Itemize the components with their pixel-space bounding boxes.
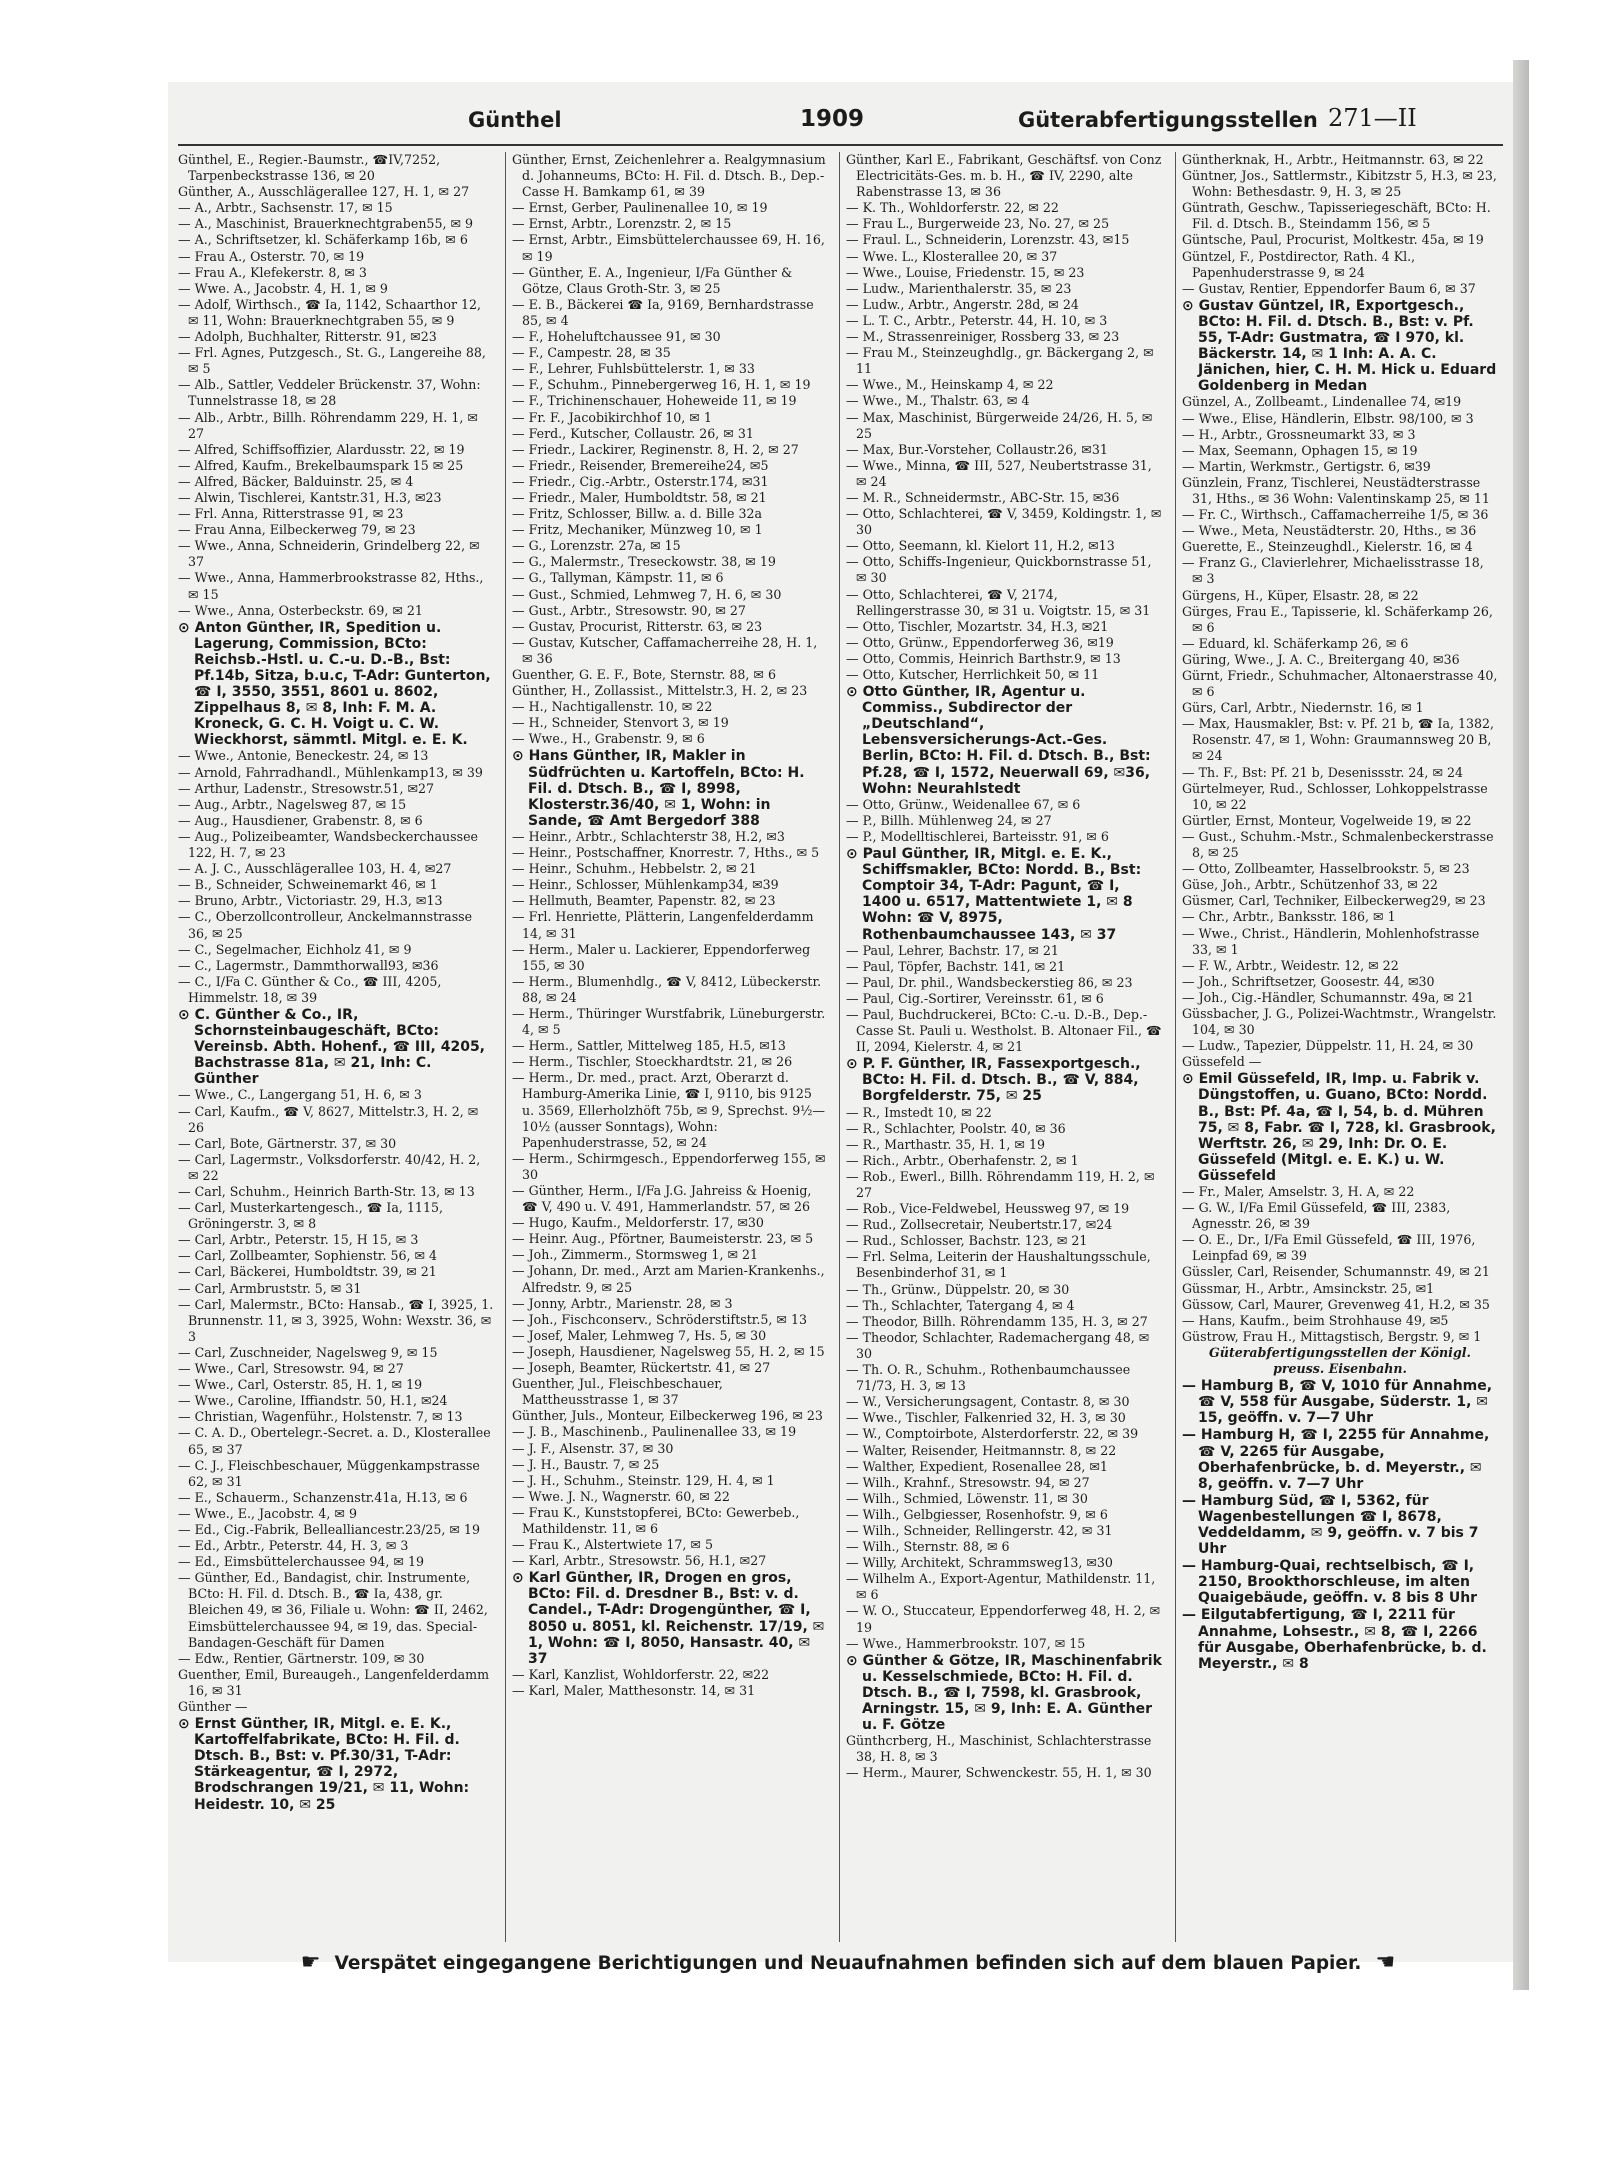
directory-entry: — Frau Anna, Eilbeckerweg 79, ✉ 23 xyxy=(178,522,416,538)
directory-entry: — Otto, Grünw., Weidenallee 67, ✉ 6 xyxy=(846,796,1081,812)
directory-entry: — Bruno, Arbtr., Victoriastr. 29, H.3, ✉13 xyxy=(178,893,443,909)
directory-entry: — Arthur, Ladenstr., Stresowstr.51, ✉27 xyxy=(178,780,435,796)
directory-entry: — P., Modelltischlerei, Barteisstr. 91, ✉ 6 xyxy=(846,828,1109,844)
directory-entry: — Hellmuth, Beamter, Papenstr. 82, ✉ 23 xyxy=(512,893,776,909)
directory-entry: — Aug., Arbtr., Nagelsweg 87, ✉ 15 xyxy=(178,796,407,812)
directory-entry: — Wilh., Schmied, Löwenstr. 11, ✉ 30 xyxy=(846,1490,1088,1506)
directory-entry: Güssbacher, J. G., Polizei-Wachtmstr., Wrangelstr. 104, ✉ 30 xyxy=(1182,1005,1497,1038)
directory-entry: — Alb., Arbtr., Billh. Röhrendamm 229, H. 1, ✉ 27 xyxy=(178,409,478,441)
directory-entry: Güntherknak, H., Arbtr., Heitmannstr. 63, ✉ 22 xyxy=(1182,152,1484,167)
directory-entry: — Paul, Buchdruckerei, BCto: C.-u. D.-B., Dep.-Casse St. Pauli u. Westholst. B. Altonaer Fil., ☎ II, 2094, Kielerstr. 4, ✉ 21 xyxy=(846,1006,1162,1055)
directory-entry: — Herm., Tischler, Stoeckhardtstr. 21, ✉ 26 xyxy=(512,1054,793,1070)
directory-entry: ⊙ Ernst Günther, IR, Mitgl. e. E. K., Kartoffelfabrikate, BCto: H. Fil. d. Dtsch. B., Bst: v. Pf.30/31, T-Adr: Stärkeagentur, ☎ I, 2972, Brodschrangen 19/21, ✉ 11, Wohn: Heidestr. 10, ✉ 25 xyxy=(178,1716,470,1813)
directory-entry: — J. H., Schuhm., Steinstr. 129, H. 4, ✉ 1 xyxy=(512,1472,775,1488)
directory-entry: Güstrow, Frau H., Mittagstisch, Bergstr. 9, ✉ 1 xyxy=(1182,1328,1482,1344)
directory-entry: ⊙ Hans Günther, IR, Makler in Südfrüchten u. Kartoffeln, BCto: H. Fil. d. Dtsch. B., ☎ I, 8998, Klosterstr.36/40, ✉ 1, Wohn: in Sande, ☎ Amt Bergedorf 388 xyxy=(512,748,805,829)
directory-entry: — J. H., Baustr. 7, ✉ 25 xyxy=(512,1456,660,1472)
directory-entry: — Joh., Zimmerm., Stormsweg 1, ✉ 21 xyxy=(512,1247,759,1263)
directory-entry: — Herm., Sattler, Mittelweg 185, H.5, ✉13 xyxy=(512,1038,786,1054)
directory-entry: Guenther, Jul., Fleischbeschauer, Mattheusstrasse 1, ✉ 37 xyxy=(512,1376,723,1408)
directory-entry: — Max, Seemann, Ophagen 15, ✉ 19 xyxy=(1182,442,1418,458)
directory-entry: Günzel, A., Zollbeamt., Lindenallee 74, ✉19 xyxy=(1182,394,1462,410)
directory-entry: ⊙ Emil Güssefeld, IR, Imp. u. Fabrik v. Düngstoffen, u. Guano, BCto: Nordd. B., Bst: Pf. 4a, ☎ I, 54, b. d. Mühren 75, ✉ 8, Fabr. ☎ I, 728, kl. Grasbrook, Werftstr. 26, ✉ 29, Inh: Dr. O. E. Güssefeld (Mitgl. e. E. K.) u. W. Güssefeld xyxy=(1182,1071,1496,1184)
directory-entry: — Fr. F., Jacobikirchhof 10, ✉ 1 xyxy=(512,409,712,425)
directory-entry: — Wilh., Schneider, Rellingerstr. 42, ✉ 31 xyxy=(846,1522,1113,1538)
directory-entry: — F., Lehrer, Fuhlsbüttelerstr. 1, ✉ 33 xyxy=(512,361,755,377)
directory-entry: — Gust., Arbtr., Stresowstr. 90, ✉ 27 xyxy=(512,602,746,618)
directory-entry: — Rich., Arbtr., Oberhafenstr. 2, ✉ 1 xyxy=(846,1152,1079,1168)
directory-entry: — Ed., Arbtr., Peterstr. 44, H. 3, ✉ 3 xyxy=(178,1538,409,1554)
directory-entry: — Carl, Zuschneider, Nagelsweg 9, ✉ 15 xyxy=(178,1344,438,1360)
section-heading: Güterabfertigungsstellen der Königl. preuss. Eisenbahn. xyxy=(1209,1344,1471,1377)
directory-entry: — Otto, Schiffs-Ingenieur, Quickbornstrasse 51, ✉ 30 xyxy=(846,554,1152,586)
directory-entry: — Willy, Architekt, Schrammsweg13, ✉30 xyxy=(846,1555,1113,1571)
directory-entry: Günther, A., Ausschlägerallee 127, H. 1, ✉ 27 xyxy=(178,184,470,200)
directory-entry: — Herm., Thüringer Wurstfabrik, Lüneburgerstr. 4, ✉ 5 xyxy=(512,1005,826,1038)
directory-entry: — Ferd., Kutscher, Collaustr. 26, ✉ 31 xyxy=(512,425,754,441)
directory-entry: — Wwe., Anna, Schneiderin, Grindelberg 22, ✉ 37 xyxy=(178,538,480,570)
directory-entry: — Wwe., H., Grabenstr. 9, ✉ 6 xyxy=(512,731,705,747)
directory-entry: — G., Lorenzstr. 27a, ✉ 15 xyxy=(512,538,681,554)
directory-entry: — Alfred, Schiffsoffizier, Alardusstr. 22, ✉ 19 xyxy=(178,441,465,457)
directory-entry: Güsmer, Carl, Techniker, Eilbeckerweg29, ✉ 23 xyxy=(1182,893,1486,909)
directory-entry: — J. B., Maschinenb., Paulinenallee 33, ✉ 19 xyxy=(512,1424,797,1440)
directory-entry: — Th., Grünw., Düppelstr. 20, ✉ 30 xyxy=(846,1281,1070,1297)
directory-entry: — Paul, Cig.-Sortirer, Vereinsstr. 61, ✉ 6 xyxy=(846,990,1104,1006)
directory-entry: — C., Segelmacher, Eichholz 41, ✉ 9 xyxy=(178,941,412,957)
column-1 xyxy=(178,152,494,1940)
directory-entry: — Wwe., M., Thalstr. 63, ✉ 4 xyxy=(846,393,1030,409)
directory-entry: Güntner, Jos., Sattlermstr., Kibitzstr 5, H.3, ✉ 23, Wohn: Bethesdastr. 9, H. 3, ✉ 25 xyxy=(1182,168,1497,200)
directory-entry: — Ernst, Arbtr., Lorenzstr. 2, ✉ 15 xyxy=(512,216,732,232)
directory-entry: — J. F., Alsenstr. 37, ✉ 30 xyxy=(512,1440,674,1456)
directory-entry: — Rob., Vice-Feldwebel, Heussweg 97, ✉ 19 xyxy=(846,1201,1130,1217)
directory-entry: — Otto, Grünw., Eppendorferweg 36, ✉19 xyxy=(846,634,1114,650)
directory-entry: — Hugo, Kaufm., Meldorferstr. 17, ✉30 xyxy=(512,1215,764,1231)
directory-entry: Günther, Karl E., Fabrikant, Geschäftsf. von Conz Electricitäts-Ges. m. b. H., ☎ IV, 2290, alte Rabenstrasse 13, ✉ 36 xyxy=(846,152,1162,200)
directory-entry: — Aug., Polizeibeamter, Wandsbeckerchaussee 122, H. 7, ✉ 23 xyxy=(178,828,478,861)
directory-entry: Günther, H., Zollassist., Mittelstr.3, H. 2, ✉ 23 xyxy=(512,683,808,699)
directory-entry: — Carl, Malermstr., BCto: Hansab., ☎ I, 3925, 1. Brunnenstr. 11, ✉ 3, 3925, Wohn: Wexstr. 36, ✉ 3 xyxy=(178,1296,494,1344)
directory-entry: — Wwe., M., Heinskamp 4, ✉ 22 xyxy=(846,377,1054,393)
directory-entry: Güssler, Carl, Reisender, Schumannstr. 49, ✉ 21 xyxy=(1182,1264,1490,1280)
directory-entry: — M., Strassenreiniger, Rossberg 33, ✉ 23 xyxy=(846,329,1120,345)
directory-entry: — Fritz, Mechaniker, Münzweg 10, ✉ 1 xyxy=(512,522,763,538)
directory-entry: — A., Schriftsetzer, kl. Schäferkamp 16b, ✉ 6 xyxy=(178,232,468,248)
directory-entry: — Arnold, Fahrradhandl., Mühlenkamp13, ✉ 39 xyxy=(178,764,483,780)
header-rule xyxy=(178,144,1503,146)
directory-entry: — L. T. C., Arbtr., Peterstr. 44, H. 10, ✉ 3 xyxy=(846,312,1108,328)
directory-entry: — Carl, Arbtr., Peterstr. 15, H 15, ✉ 3 xyxy=(178,1232,419,1248)
header-running-name-right: Güterabfertigungsstellen xyxy=(1018,108,1318,132)
directory-entry: — Franz G., Clavierlehrer, Michaelisstrasse 18, ✉ 3 xyxy=(1182,555,1484,587)
directory-entry: — Wwe., Anna, Hammerbrookstrasse 82, Hths., ✉ 15 xyxy=(178,570,484,602)
directory-entry: — Gustav, Rentier, Eppendorfer Baum 6, ✉ 37 xyxy=(1182,280,1476,296)
directory-entry: — Otto, Zollbeamter, Hasselbrookstr. 5, ✉ 23 xyxy=(1182,861,1470,877)
directory-entry: — E., Schauerm., Schanzenstr.41a, H.13, ✉ 6 xyxy=(178,1489,468,1505)
directory-entry: Gürtelmeyer, Rud., Schlosser, Lohkoppelstrasse 10, ✉ 22 xyxy=(1182,780,1488,812)
directory-entry: — Joh., Cig.-Händler, Schumannstr. 49a, ✉ 21 xyxy=(1182,989,1474,1005)
directory-entry: — Wwe., Anna, Osterbeckstr. 69, ✉ 21 xyxy=(178,602,423,618)
directory-entry: — Carl, Kaufm., ☎ V, 8627, Mittelstr.3, H. 2, ✉ 26 xyxy=(178,1103,479,1135)
directory-entry: — Aug., Hausdiener, Grabenstr. 8, ✉ 6 xyxy=(178,812,423,828)
directory-entry: — C. A. D., Obertelegr.-Secret. a. D., Klosterallee 65, ✉ 37 xyxy=(178,1425,491,1457)
directory-entry: — Wwe. L., Klosterallee 20, ✉ 37 xyxy=(846,248,1058,264)
directory-entry: — W., Comptoirbote, Alsterdorferstr. 22, ✉ 39 xyxy=(846,1426,1139,1442)
directory-entry: — Herm., Dr. med., pract. Arzt, Oberarzt d. Hamburg-Amerika Linie, ☎ I, 9110, bis 9125 u. 3569, Ellerholzhöft 75b, ✉ 9, Sprechst. 9½—10½ (ausser Sonntags), Wohn: Papenhuderstrasse, 52, ✉ 24 xyxy=(512,1070,826,1150)
directory-entry: — Wwe., E., Jacobstr. 4, ✉ 9 xyxy=(178,1505,357,1521)
directory-entry: Günther — xyxy=(178,1699,248,1714)
directory-entry: — F., Trichinenschauer, Hoheweide 11, ✉ 19 xyxy=(512,393,797,409)
directory-entry: — Wwe., Carl, Osterstr. 85, H. 1, ✉ 19 xyxy=(178,1377,423,1393)
directory-entry: — Herm., Maurer, Schwenckestr. 55, H. 1, ✉ 30 xyxy=(846,1765,1152,1781)
directory-entry: — Frau L., Burgerweide 23, No. 27, ✉ 25 xyxy=(846,216,1110,232)
directory-entry: Güring, Wwe., J. A. C., Breitergang 40, ✉36 xyxy=(1182,651,1460,667)
header-running-name: Günthel xyxy=(468,108,562,132)
directory-entry: — Joh., Schriftsetzer, Goosestr. 44, ✉30 xyxy=(1182,973,1435,989)
directory-entry: — Wwe., Antonie, Beneckestr. 24, ✉ 13 xyxy=(178,748,429,764)
directory-entry: — Alfred, Bäcker, Balduinstr. 25, ✉ 4 xyxy=(178,473,414,489)
footer-text: Verspätet eingegangene Berichtigungen und Neuaufnahmen befinden sich auf dem blauen Papier. xyxy=(334,1952,1362,1974)
directory-entry: — H., Arbtr., Grossneumarkt 33, ✉ 3 xyxy=(1182,426,1416,442)
directory-entry: — Heinr. Aug., Pförtner, Baumeisterstr. 23, ✉ 5 xyxy=(512,1231,814,1247)
directory-entry: — Christian, Wagenführ., Holstenstr. 7, ✉ 13 xyxy=(178,1409,463,1425)
directory-entry: — A. J. C., Ausschlägerallee 103, H. 4, ✉27 xyxy=(178,861,452,877)
directory-entry: — R., Marthastr. 35, H. 1, ✉ 19 xyxy=(846,1136,1045,1152)
directory-entry: — Frl. Henriette, Plätterin, Langenfelderdamm 14, ✉ 31 xyxy=(512,909,814,941)
directory-entry: Gürnt, Friedr., Schuhmacher, Altonaerstrasse 40, ✉ 6 xyxy=(1182,668,1498,700)
directory-entry: — Gustav, Procurist, Ritterstr. 63, ✉ 23 xyxy=(512,618,763,634)
directory-entry: ⊙ Otto Günther, IR, Agentur u. Commiss., Subdirector der „Deutschland“, Lebensversicherungs-Act.-Ges. Berlin, BCto: H. Fil. d. Dtsch. B., Bst: Pf.28, ☎ I, 1572, Neuerwall 69, ✉36, Wohn: Neurahlstedt xyxy=(846,684,1151,797)
directory-entry: — Wwe., Minna, ☎ III, 527, Neubertstrasse 31, ✉ 24 xyxy=(846,457,1152,489)
directory-entry: — Wwe., Louise, Friedenstr. 15, ✉ 23 xyxy=(846,264,1085,280)
directory-entry: — Joseph, Hausdiener, Nagelsweg 55, H. 2, ✉ 15 xyxy=(512,1343,825,1359)
directory-entry: — Frau K., Alstertwiete 17, ✉ 5 xyxy=(512,1537,713,1553)
directory-entry: — F., Hoheluftchaussee 91, ✉ 30 xyxy=(512,329,721,345)
directory-entry: — Gust., Schuhm.-Mstr., Schmalenbeckerstrasse 8, ✉ 25 xyxy=(1182,828,1494,861)
directory-entry: — F., Schuhm., Pinnebergerweg 16, H. 1, ✉ 19 xyxy=(512,377,811,393)
directory-entry: — Fraul. L., Schneiderin, Lorenzstr. 43, ✉15 xyxy=(846,232,1130,248)
directory-entry: — Frau K., Kunststopferei, BCto: Gewerbeb., Mathildenstr. 11, ✉ 6 xyxy=(512,1504,800,1536)
directory-entry: — Ludw., Tapezier, Düppelstr. 11, H. 24, ✉ 30 xyxy=(1182,1038,1474,1054)
directory-entry: — Josef, Maler, Lehmweg 7, Hs. 5, ✉ 30 xyxy=(512,1327,767,1343)
directory-entry: — P., Billh. Mühlenweg 24, ✉ 27 xyxy=(846,812,1052,828)
directory-entry: — Günther, E. A., Ingenieur, I/Fa Günther & Götze, Claus Groth-Str. 3, ✉ 25 xyxy=(512,264,793,296)
directory-entry: — Herm., Maler u. Lackierer, Eppendorferweg 155, ✉ 30 xyxy=(512,941,811,973)
directory-entry: — Otto, Schlachterei, ☎ V, 3459, Koldingstr. 1, ✉ 30 xyxy=(846,506,1162,538)
page-edge-shadow xyxy=(1513,60,1529,1990)
directory-entry: — Alwin, Tischlerei, Kantstr.31, H.3, ✉23 xyxy=(178,489,442,505)
directory-entry: — Otto, Schlachterei, ☎ V, 2174, Rellingerstrasse 30, ✉ 31 u. Voigtstr. 15, ✉ 31 xyxy=(846,586,1151,618)
directory-entry: — Carl, Musterkartengesch., ☎ Ia, 1115, Gröningerstr. 3, ✉ 8 xyxy=(178,1200,443,1232)
directory-page xyxy=(168,82,1513,1975)
directory-entry: — Theodor, Billh. Röhrendamm 135, H. 3, ✉ 27 xyxy=(846,1313,1148,1329)
directory-entry: — Jonny, Arbtr., Marienstr. 28, ✉ 3 xyxy=(512,1295,733,1311)
directory-entry: — Carl, Zollbeamter, Sophienstr. 56, ✉ 4 xyxy=(178,1248,438,1264)
directory-entry: Gürs, Carl, Arbtr., Niedernstr. 16, ✉ 1 xyxy=(1182,700,1424,716)
directory-entry: — Max, Hausmakler, Bst: v. Pf. 21 b, ☎ Ia, 1382, Rosenstr. 47, ✉ 1, Wohn: Graumannsweg 20 B, ✉ 24 xyxy=(1182,716,1495,764)
directory-entry: — Friedr., Reisender, Bremereihe24, ✉5 xyxy=(512,457,769,473)
directory-entry: Güntrath, Geschw., Tapisseriegeschäft, BCto: H. Fil. d. Dtsch. B., Steindamm 156, ✉ 5 xyxy=(1182,200,1491,232)
directory-entry: Güssefeld — xyxy=(1182,1054,1262,1070)
directory-entry: — Wwe. A., Jacobstr. 4, H. 1, ✉ 9 xyxy=(178,280,388,296)
pointing-hand-icon: ☛ xyxy=(300,1950,321,1975)
directory-entry: — Fr., Maler, Amselstr. 3, H. A, ✉ 22 xyxy=(1182,1184,1415,1199)
directory-entry: ⊙ C. Günther & Co., IR, Schornsteinbaugeschäft, BCto: Vereinsb. Abth. Hohenf., ☎ III, 4205, Bachstrasse 81a, ✉ 21, Inh: C. Günther xyxy=(178,1006,485,1088)
footer-notice xyxy=(208,1948,1488,1978)
directory-entry: — Hamburg B, ☎ V, 1010 für Annahme, ☎ V, 558 für Ausgabe, Süderstr. 1, ✉ 15, geöffn. v. 7—7 Uhr xyxy=(1182,1378,1493,1427)
directory-entry: — Ludw., Arbtr., Angerstr. 28d, ✉ 24 xyxy=(846,296,1079,312)
directory-entry: Günther, Ernst, Zeichenlehrer a. Realgymnasium d. Johanneums, BCto: H. Fil. d. Dtsch. B., Dep.-Casse H. Bamkamp 61, ✉ 39 xyxy=(512,152,826,200)
directory-entry: — A., Maschinist, Brauerknechtgraben55, ✉ 9 xyxy=(178,216,474,232)
directory-entry: — H., Schneider, Stenvort 3, ✉ 19 xyxy=(512,715,729,731)
header-year: 1909 xyxy=(800,106,865,132)
directory-entry: — Frau A., Osterstr. 70, ✉ 19 xyxy=(178,248,365,264)
directory-entry: ⊙ Anton Günther, IR, Spedition u. Lagerung, Commission, BCto: Reichsb.-Hstl. u. C.-u. D.-B., Bst: Pf.14b, Sitza, b.u.c, T-Adr: Gunterton, ☎ I, 3550, 3551, 8601 u. 8602, Zippelhaus 8, ✉ 8, Inh: F. M. A. Kroneck, G. C. H. Voigt u. C. W. Wieckhorst, sämmtl. Mitgl. e. E. K. xyxy=(178,619,491,749)
directory-entry: — Carl, Bäckerei, Humboldtstr. 39, ✉ 21 xyxy=(178,1264,437,1280)
directory-entry: — Max, Bur.-Vorsteher, Collaustr.26, ✉31 xyxy=(846,441,1108,457)
directory-entry: — Wwe., Christ., Händlerin, Mohlenhofstrasse 33, ✉ 1 xyxy=(1182,925,1480,957)
directory-entry: — Herm., Schirmgesch., Eppendorferweg 155, ✉ 30 xyxy=(512,1150,826,1182)
directory-entry: — Carl, Armbruststr. 5, ✉ 31 xyxy=(178,1280,362,1296)
directory-entry: — Wwe. J. N., Wagnerstr. 60, ✉ 22 xyxy=(512,1488,730,1504)
directory-entry: ⊙ Paul Günther, IR, Mitgl. e. E. K., Schiffsmakler, BCto: Nordd. B., Bst: Comptoir 34, T-Adr: Pagunt, ☎ I, 1400 u. 6517, Mattentwiete 1, ✉ 8 Wohn: ☎ V, 8975, Rothenbaumchaussee 143, ✉ 37 xyxy=(846,846,1142,943)
directory-entry: — Ludw., Marienthalerstr. 35, ✉ 23 xyxy=(846,280,1072,296)
directory-entry: — Th. O. R., Schuhm., Rothenbaumchaussee 71/73, H. 3, ✉ 13 xyxy=(846,1362,1131,1394)
directory-entry: Güssmar, H., Arbtr., Amsinckstr. 25, ✉1 xyxy=(1182,1280,1435,1296)
directory-entry: — Wwe., Carl, Stresowstr. 94, ✉ 27 xyxy=(178,1361,404,1377)
directory-entry: — Eduard, kl. Schäferkamp 26, ✉ 6 xyxy=(1182,635,1409,651)
directory-entry: — C., Lagermstr., Dammthorwall93, ✉36 xyxy=(178,957,439,973)
directory-entry: — Hamburg H, ☎ I, 2255 für Annahme, ☎ V, 2265 für Ausgabe, Oberhafenbrücke, b. d. Meyerstr., ✉ 8, geöffn. v. 7—7 Uhr xyxy=(1182,1427,1490,1492)
directory-entry: — Hamburg-Quai, rechtselbisch, ☎ I, 2150, Brookthorschleuse, im alten Quaigebäude, geöffn. v. 8 bis 8 Uhr xyxy=(1182,1558,1478,1607)
directory-entry: — Wwe., Tischler, Falkenried 32, H. 3, ✉ 30 xyxy=(846,1410,1126,1426)
directory-entry: — Rob., Ewerl., Billh. Röhrendamm 119, H. 2, ✉ 27 xyxy=(846,1168,1155,1200)
directory-entry: Günthcrberg, H., Maschinist, Schlachterstrasse 38, H. 8, ✉ 3 xyxy=(846,1733,1152,1765)
directory-entry: — Otto, Kutscher, Herrlichkeit 50, ✉ 11 xyxy=(846,667,1100,682)
directory-entry: — C., I/Fa C. Günther & Co., ☎ III, 4205, Himmelstr. 18, ✉ 39 xyxy=(178,973,442,1005)
directory-entry: — Wwe., Meta, Neustädterstr. 20, Hths., ✉ 36 xyxy=(1182,523,1477,539)
directory-entry: — Hans, Kaufm., beim Strohhause 49, ✉5 xyxy=(1182,1312,1449,1328)
directory-entry: — O. E., Dr., I/Fa Emil Güssefeld, ☎ III, 1976, Leinpfad 69, ✉ 39 xyxy=(1182,1232,1476,1264)
page-header xyxy=(168,102,1513,142)
directory-entry: — Theodor, Schlachter, Rademachergang 48, ✉ 30 xyxy=(846,1329,1150,1361)
directory-entry: — Carl, Lagermstr., Volksdorferstr. 40/42, H. 2, ✉ 22 xyxy=(178,1151,481,1183)
directory-entry: — R., Schlachter, Poolstr. 40, ✉ 36 xyxy=(846,1120,1066,1136)
directory-entry: — Max, Maschinist, Bürgerweide 24/26, H. 5, ✉ 25 xyxy=(846,409,1153,441)
directory-entry: — Wwe., C., Langergang 51, H. 6, ✉ 3 xyxy=(178,1087,422,1103)
directory-entry: — Th., Schlachter, Tatergang 4, ✉ 4 xyxy=(846,1297,1075,1313)
directory-entry: — B., Schneider, Schweinemarkt 46, ✉ 1 xyxy=(178,877,438,893)
directory-entry: — K. Th., Wohldorferstr. 22, ✉ 22 xyxy=(846,200,1059,216)
directory-entry: Guerette, E., Steinzeughdl., Kielerstr. 16, ✉ 4 xyxy=(1182,539,1473,555)
directory-entry: — Frl. Anna, Ritterstrasse 91, ✉ 23 xyxy=(178,506,404,522)
directory-entry: — Frau A., Klefekerstr. 8, ✉ 3 xyxy=(178,264,367,280)
directory-entry: Gürtler, Ernst, Monteur, Vogelweide 19, ✉ 22 xyxy=(1182,812,1472,828)
directory-entry: — Friedr., Lackirer, Reginenstr. 8, H. 2, ✉ 27 xyxy=(512,441,799,457)
directory-entry: — Wilh., Gelbgiesser, Rosenhofstr. 9, ✉ 6 xyxy=(846,1506,1108,1522)
directory-entry: — Chr., Arbtr., Banksstr. 186, ✉ 1 xyxy=(1182,909,1396,925)
directory-entry: — Th. F., Bst: Pf. 21 b, Desenissstr. 24, ✉ 24 xyxy=(1182,764,1464,780)
directory-entry: — Frau M., Steinzeughdlg., gr. Bäckergang 2, ✉ 11 xyxy=(846,345,1154,377)
column-3 xyxy=(846,152,1162,1940)
directory-entry: — Gust., Schmied, Lehmweg 7, H. 6, ✉ 30 xyxy=(512,586,782,602)
directory-entry: Gürges, Frau E., Tapisserie, kl. Schäferkamp 26, ✉ 6 xyxy=(1182,603,1493,635)
directory-entry: — Adolf, Wirthsch., ☎ Ia, 1142, Schaarthor 12, ✉ 11, Wohn: Brauerknechtgraben 55, ✉ 9 xyxy=(178,296,482,328)
directory-entry: — Heinr., Postschaffner, Knorrestr. 7, Hths., ✉ 5 xyxy=(512,845,820,861)
directory-entry: Güse, Joh., Arbtr., Schützenhof 33, ✉ 22 xyxy=(1182,877,1438,893)
directory-entry: — Wwe., Hammerbrookstr. 107, ✉ 15 xyxy=(846,1635,1086,1651)
directory-entry: — Friedr., Maler, Humboldtstr. 58, ✉ 21 xyxy=(512,489,767,505)
directory-entry: — Heinr., Schuhm., Hebbelstr. 2, ✉ 21 xyxy=(512,861,757,877)
directory-entry: — Günther, Ed., Bandagist, chir. Instrumente, BCto: H. Fil. d. Dtsch. B., ☎ Ia, 438, gr. Bleichen 49, ✉ 36, Filiale u. Wohn: ☎ II, 2462, Eimsbüttelerchaussee 94, ✉ 19, das. Special-Bandagen-Geschäft für Damen xyxy=(178,1570,488,1650)
directory-entry: — W., Versicherungsagent, Contastr. 8, ✉ 30 xyxy=(846,1394,1130,1410)
directory-entry: — Ed., Eimsbüttelerchaussee 94, ✉ 19 xyxy=(178,1554,424,1570)
directory-entry: — Wilhelm A., Export-Agentur, Mathildenstr. 11, ✉ 6 xyxy=(846,1571,1156,1603)
directory-entry: ⊙ Karl Günther, IR, Drogen en gros, BCto: Fil. d. Dresdner B., Bst: v. d. Candel., T-Adr: Drogengünther, ☎ I, 8050 u. 8051, kl. Reichenstr. 17/19, ✉ 1, Wohn: ☎ I, 8050, Hansastr. 40, ✉ 37 xyxy=(512,1570,825,1667)
directory-entry: — F. W., Arbtr., Weidestr. 12, ✉ 22 xyxy=(1182,957,1399,973)
directory-entry: — Wwe., Caroline, Iffiandstr. 50, H.1, ✉24 xyxy=(178,1393,448,1409)
directory-entry: — G., Malermstr., Treseckowstr. 38, ✉ 19 xyxy=(512,554,776,570)
directory-entry: — Frl. Agnes, Putzgesch., St. G., Langereihe 88, ✉ 5 xyxy=(178,345,486,377)
column-2 xyxy=(512,152,828,1940)
directory-entry: — Eilgutabfertigung, ☎ I, 2211 für Annahme, Lohsestr., ✉ 8, ☎ I, 2266 für Ausgabe, Oberhafenbrücke, b. d. Meyerstr., ✉ 8 xyxy=(1182,1607,1487,1672)
directory-entry: — Karl, Arbtr., Stresowstr. 56, H.1, ✉27 xyxy=(512,1553,767,1569)
directory-entry: — H., Nachtigallenstr. 10, ✉ 22 xyxy=(512,699,713,715)
directory-entry: — Fritz, Schlosser, Billw. a. d. Bille 32a xyxy=(512,506,763,522)
directory-entry: Gürgens, H., Küper, Elsastr. 28, ✉ 22 xyxy=(1182,587,1419,603)
directory-entry: — C. J., Fleischbeschauer, Müggenkampstrasse 62, ✉ 31 xyxy=(178,1457,480,1489)
directory-entry: — Walther, Expedient, Rosenallee 28, ✉1 xyxy=(846,1458,1108,1474)
directory-entry: ⊙ P. F. Günther, IR, Fassexportgesch., BCto: H. Fil. d. Dtsch. B., ☎ V, 884, Borgfelderstr. 75, ✉ 25 xyxy=(846,1056,1141,1105)
directory-entry: — Fr. C., Wirthsch., Caffamacherreihe 1/5, ✉ 36 xyxy=(1182,507,1489,523)
directory-entry: — Alb., Sattler, Veddeler Brückenstr. 37, Wohn: Tunnelstrasse 18, ✉ 28 xyxy=(178,377,481,409)
directory-entry: — Carl, Bote, Gärtnerstr. 37, ✉ 30 xyxy=(178,1135,397,1151)
directory-entry: — Joseph, Beamter, Rückertstr. 41, ✉ 27 xyxy=(512,1360,771,1376)
directory-entry: ⊙ Gustav Güntzel, IR, Exportgesch., BCto: H. Fil. d. Dtsch. B., Bst: v. Pf. 55, T-Adr: Gustmatra, ☎ I 970, kl. Bäckerstr. 14, ✉ 1 Inh: A. A. C. Jänichen, hier, C. H. M. Hick u. Eduard Goldenberg in Medan xyxy=(1182,297,1497,395)
directory-entry: — Karl, Maler, Matthesonstr. 14, ✉ 31 xyxy=(512,1682,756,1698)
directory-entry: — Rud., Schlosser, Bachstr. 123, ✉ 21 xyxy=(846,1233,1088,1249)
column-4 xyxy=(1182,152,1498,1940)
directory-entry: — Adolph, Buchhalter, Ritterstr. 91, ✉23 xyxy=(178,329,437,345)
directory-entry: — Otto, Tischler, Mozartstr. 34, H.3, ✉21 xyxy=(846,618,1109,634)
directory-entry: — W. O., Stuccateur, Eppendorferweg 48, H. 2, ✉ 19 xyxy=(846,1603,1161,1635)
directory-entry: — Ernst, Arbtr., Eimsbüttelerchaussee 69, H. 16, ✉ 19 xyxy=(512,232,825,264)
directory-entry: — Paul, Töpfer, Bachstr. 141, ✉ 21 xyxy=(846,958,1066,974)
directory-entry: — Ed., Cig.-Fabrik, Bellealliancestr.23/25, ✉ 19 xyxy=(178,1521,480,1537)
directory-entry: ⊙ Günther & Götze, IR, Maschinenfabrik u. Kesselschmiede, BCto: H. Fil. d. Dtsch. B., ☎ I, 7598, kl. Grasbrook, Arningstr. 15, ✉ 9, Inh: E. A. Günther u. F. Götze xyxy=(846,1652,1162,1734)
directory-entry: — Heinr., Schlosser, Mühlenkamp34, ✉39 xyxy=(512,877,779,893)
directory-entry: — F., Campestr. 28, ✉ 35 xyxy=(512,345,671,361)
directory-entry: Guenther, Emil, Bureaugeh., Langenfelderdamm 16, ✉ 31 xyxy=(178,1666,490,1698)
pointing-hand-icon: ☚ xyxy=(1375,1950,1396,1975)
directory-entry: — A., Arbtr., Sachsenstr. 17, ✉ 15 xyxy=(178,200,393,216)
directory-entry: — Ernst, Gerber, Paulinenallee 10, ✉ 19 xyxy=(512,200,768,216)
directory-entry: — Otto, Seemann, kl. Kielort 11, H.2, ✉13 xyxy=(846,538,1115,554)
directory-entry: — Wwe., Elise, Händlerin, Elbstr. 98/100, ✉ 3 xyxy=(1182,410,1474,426)
directory-entry: — Karl, Kanzlist, Wohldorferstr. 22, ✉22 xyxy=(512,1666,770,1682)
directory-entry: Güssow, Carl, Maurer, Grevenweg 41, H.2, ✉ 35 xyxy=(1182,1296,1490,1312)
page-number: 271—II xyxy=(1328,104,1417,132)
directory-entry: — Hamburg Süd, ☎ I, 5362, für Wagenbestellungen ☎ I, 8678, Veddeldamm, ✉ 9, geöffn. v. 7 bis 7 Uhr xyxy=(1182,1492,1479,1558)
directory-entry: — E. B., Bäckerei ☎ Ia, 9169, Bernhardstrasse 85, ✉ 4 xyxy=(512,296,814,328)
directory-entry: — Friedr., Cig.-Arbtr., Osterstr.174, ✉31 xyxy=(512,473,769,489)
directory-entry: — Wilh., Sternstr. 88, ✉ 6 xyxy=(846,1539,1010,1555)
directory-entry: — Paul, Dr. phil., Wandsbeckerstieg 86, ✉ 23 xyxy=(846,974,1133,990)
directory-entry: Guenther, G. E. F., Bote, Sternstr. 88, ✉ 6 xyxy=(512,667,776,682)
directory-entry: — R., Imstedt 10, ✉ 22 xyxy=(846,1104,992,1120)
directory-columns xyxy=(178,152,1503,1942)
directory-entry: — Günther, Herm., I/Fa J.G. Jahreiss & Hoenig, ☎ V, 490 u. V. 491, Hammerlandstr. 57, ✉ 26 xyxy=(512,1183,812,1215)
directory-entry: — Heinr., Arbtr., Schlachterstr 38, H.2, ✉3 xyxy=(512,828,785,844)
directory-entry: — Johann, Dr. med., Arzt am Marien-Krankenhs., Alfredstr. 9, ✉ 25 xyxy=(512,1263,825,1295)
directory-entry: — Rud., Zollsecretair, Neubertstr.17, ✉24 xyxy=(846,1217,1113,1233)
directory-entry: — Wilh., Krahnf., Stresowstr. 94, ✉ 27 xyxy=(846,1474,1090,1490)
directory-entry: — Gustav, Kutscher, Caffamacherreihe 28, H. 1, ✉ 36 xyxy=(512,634,818,666)
directory-entry: Günthel, E., Regier.-Baumstr., ☎IV,7252, Tarpenbeckstrasse 136, ✉ 20 xyxy=(178,152,441,184)
directory-entry: — Carl, Schuhm., Heinrich Barth-Str. 13, ✉ 13 xyxy=(178,1184,475,1199)
directory-entry: — Herm., Blumenhdlg., ☎ V, 8412, Lübeckerstr. 88, ✉ 24 xyxy=(512,973,822,1005)
directory-entry: — Frl. Selma, Leiterin der Haushaltungsschule, Besenbinderhof 31, ✉ 1 xyxy=(846,1249,1151,1281)
directory-entry: Güntzel, F., Postdirector, Rath. 4 Kl., Papenhuderstrasse 9, ✉ 24 xyxy=(1182,248,1416,280)
directory-entry: — C., Oberzollcontrolleur, Anckelmannstrasse 36, ✉ 25 xyxy=(178,909,473,941)
directory-entry: — Walter, Reisender, Heitmannstr. 8, ✉ 22 xyxy=(846,1442,1117,1458)
directory-entry: — G., Tallyman, Kämpstr. 11, ✉ 6 xyxy=(512,570,724,586)
directory-entry: — Edw., Rentier, Gärtnerstr. 109, ✉ 30 xyxy=(178,1650,425,1666)
directory-entry: — M. R., Schneidermstr., ABC-Str. 15, ✉36 xyxy=(846,489,1120,505)
directory-entry: — Martin, Werkmstr., Gertigstr. 6, ✉39 xyxy=(1182,458,1431,474)
directory-entry: — Alfred, Kaufm., Brekelbaumspark 15 ✉ 25 xyxy=(178,457,464,473)
directory-entry: — Joh., Fischconserv., Schröderstiftstr.5, ✉ 13 xyxy=(512,1311,808,1327)
directory-entry: Güntsche, Paul, Procurist, Moltkestr. 45a, ✉ 19 xyxy=(1182,232,1484,248)
directory-entry: — G. W., I/Fa Emil Güssefeld, ☎ III, 2383, Agnesstr. 26, ✉ 39 xyxy=(1182,1200,1451,1232)
directory-entry: — Paul, Lehrer, Bachstr. 17, ✉ 21 xyxy=(846,942,1059,958)
directory-entry: Günther, Juls., Monteur, Eilbeckerweg 196, ✉ 23 xyxy=(512,1408,823,1424)
directory-entry: Günzlein, Franz, Tischlerei, Neustädterstrasse 31, Hths., ✉ 36 Wohn: Valentinskamp 25, ✉ 11 xyxy=(1182,474,1490,506)
directory-entry: — Otto, Commis, Heinrich Barthstr.9, ✉ 13 xyxy=(846,650,1121,666)
